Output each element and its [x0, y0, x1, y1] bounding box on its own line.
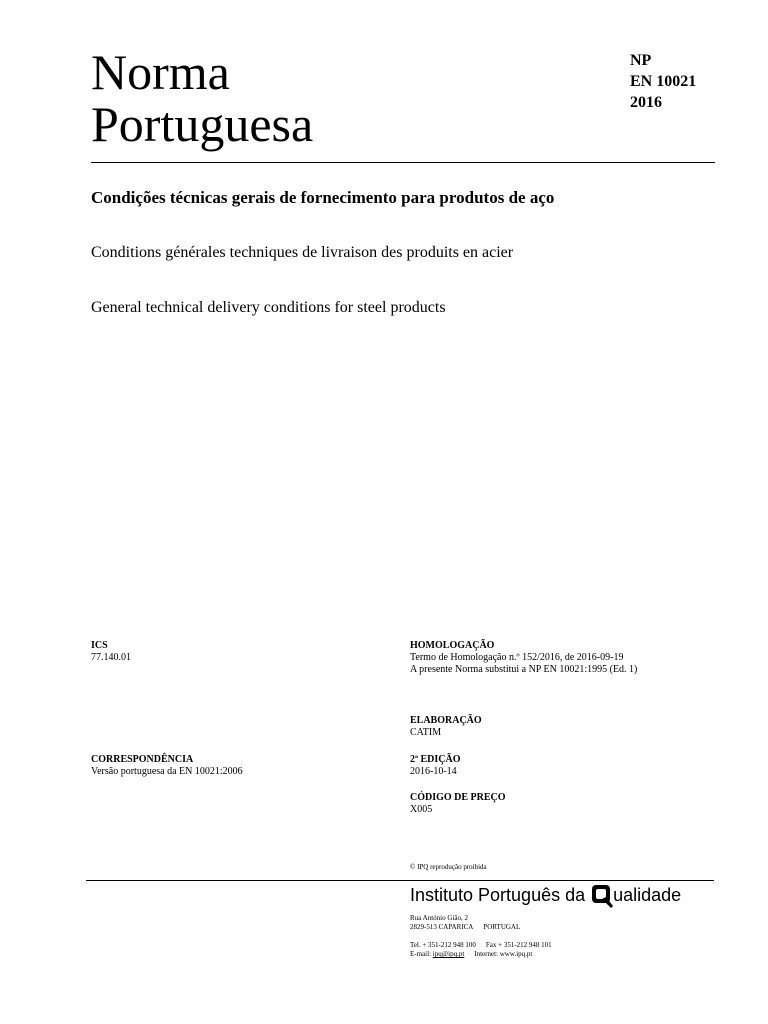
code-np: NP	[630, 52, 652, 69]
internet-link[interactable]: www.ipq.pt	[499, 950, 533, 958]
address-country: PORTUGAL	[483, 923, 521, 931]
email-label: E-mail:	[410, 950, 431, 958]
preco-value: X005	[410, 804, 433, 815]
institute-name-suffix: ualidade	[613, 884, 682, 905]
address-city: 2829-513 CAPARICA	[410, 923, 474, 931]
phone-fax-line	[410, 941, 552, 950]
ics-block	[91, 640, 131, 664]
ics-value: 77.140.01	[91, 652, 131, 663]
homologacao-label: HOMOLOGAÇÃO	[410, 640, 495, 651]
tel-value: + 351-212 948 100	[422, 941, 476, 949]
institute-name-prefix: Instituto Português da	[410, 884, 586, 905]
header-divider	[91, 162, 715, 163]
edicao-block	[410, 754, 461, 778]
copyright-notice: © IPQ reprodução proibida	[410, 863, 487, 871]
ipq-q-logo-icon	[591, 884, 613, 906]
homologacao-block	[410, 640, 637, 676]
title-line-portuguesa: Portuguesa	[91, 96, 314, 152]
elaboracao-block	[410, 715, 482, 739]
address-city-line	[410, 923, 520, 932]
elaboracao-label: ELABORAÇÃO	[410, 715, 482, 726]
correspondencia-value: Versão portuguesa da EN 10021:2006	[91, 766, 243, 777]
tel-label: Tel.	[410, 941, 421, 949]
homologacao-line1: Termo de Homologação n.º 152/2016, de 2016-09-19	[410, 652, 624, 663]
email-internet-line	[410, 950, 552, 959]
subject-portuguese: Condições técnicas gerais de fornecimento para produtos de aço	[91, 188, 555, 207]
edicao-value: 2016-10-14	[410, 766, 457, 777]
institute-address	[410, 914, 520, 932]
elaboracao-value: CATIM	[410, 727, 442, 738]
institute-name	[410, 884, 681, 906]
preco-label: CÓDIGO DE PREÇO	[410, 792, 506, 803]
correspondencia-label: CORRESPONDÊNCIA	[91, 754, 194, 765]
document-title	[91, 46, 313, 150]
subject-french: Conditions générales techniques de livraison des produits en acier	[91, 244, 514, 261]
code-number: EN 10021	[630, 73, 697, 90]
subject-english: General technical delivery conditions for steel products	[91, 299, 446, 316]
standard-code	[630, 50, 696, 113]
preco-block	[410, 792, 506, 816]
ics-label: ICS	[91, 640, 108, 651]
institute-contacts	[410, 941, 552, 959]
homologacao-line2: A presente Norma substitui a NP EN 10021:1995 (Ed. 1)	[410, 664, 638, 675]
code-year: 2016	[630, 94, 662, 111]
email-link[interactable]: ipq@ipq.pt	[432, 950, 465, 958]
title-line-norma: Norma	[91, 44, 230, 100]
footer-divider	[86, 880, 714, 881]
internet-label: Internet:	[474, 950, 498, 958]
fax-value: + 351-212 948 101	[498, 941, 552, 949]
edicao-label: 2ª EDIÇÃO	[410, 754, 461, 765]
fax-label: Fax	[485, 941, 497, 949]
correspondencia-block	[91, 754, 243, 778]
address-street: Rua António Gião, 2	[410, 914, 468, 922]
